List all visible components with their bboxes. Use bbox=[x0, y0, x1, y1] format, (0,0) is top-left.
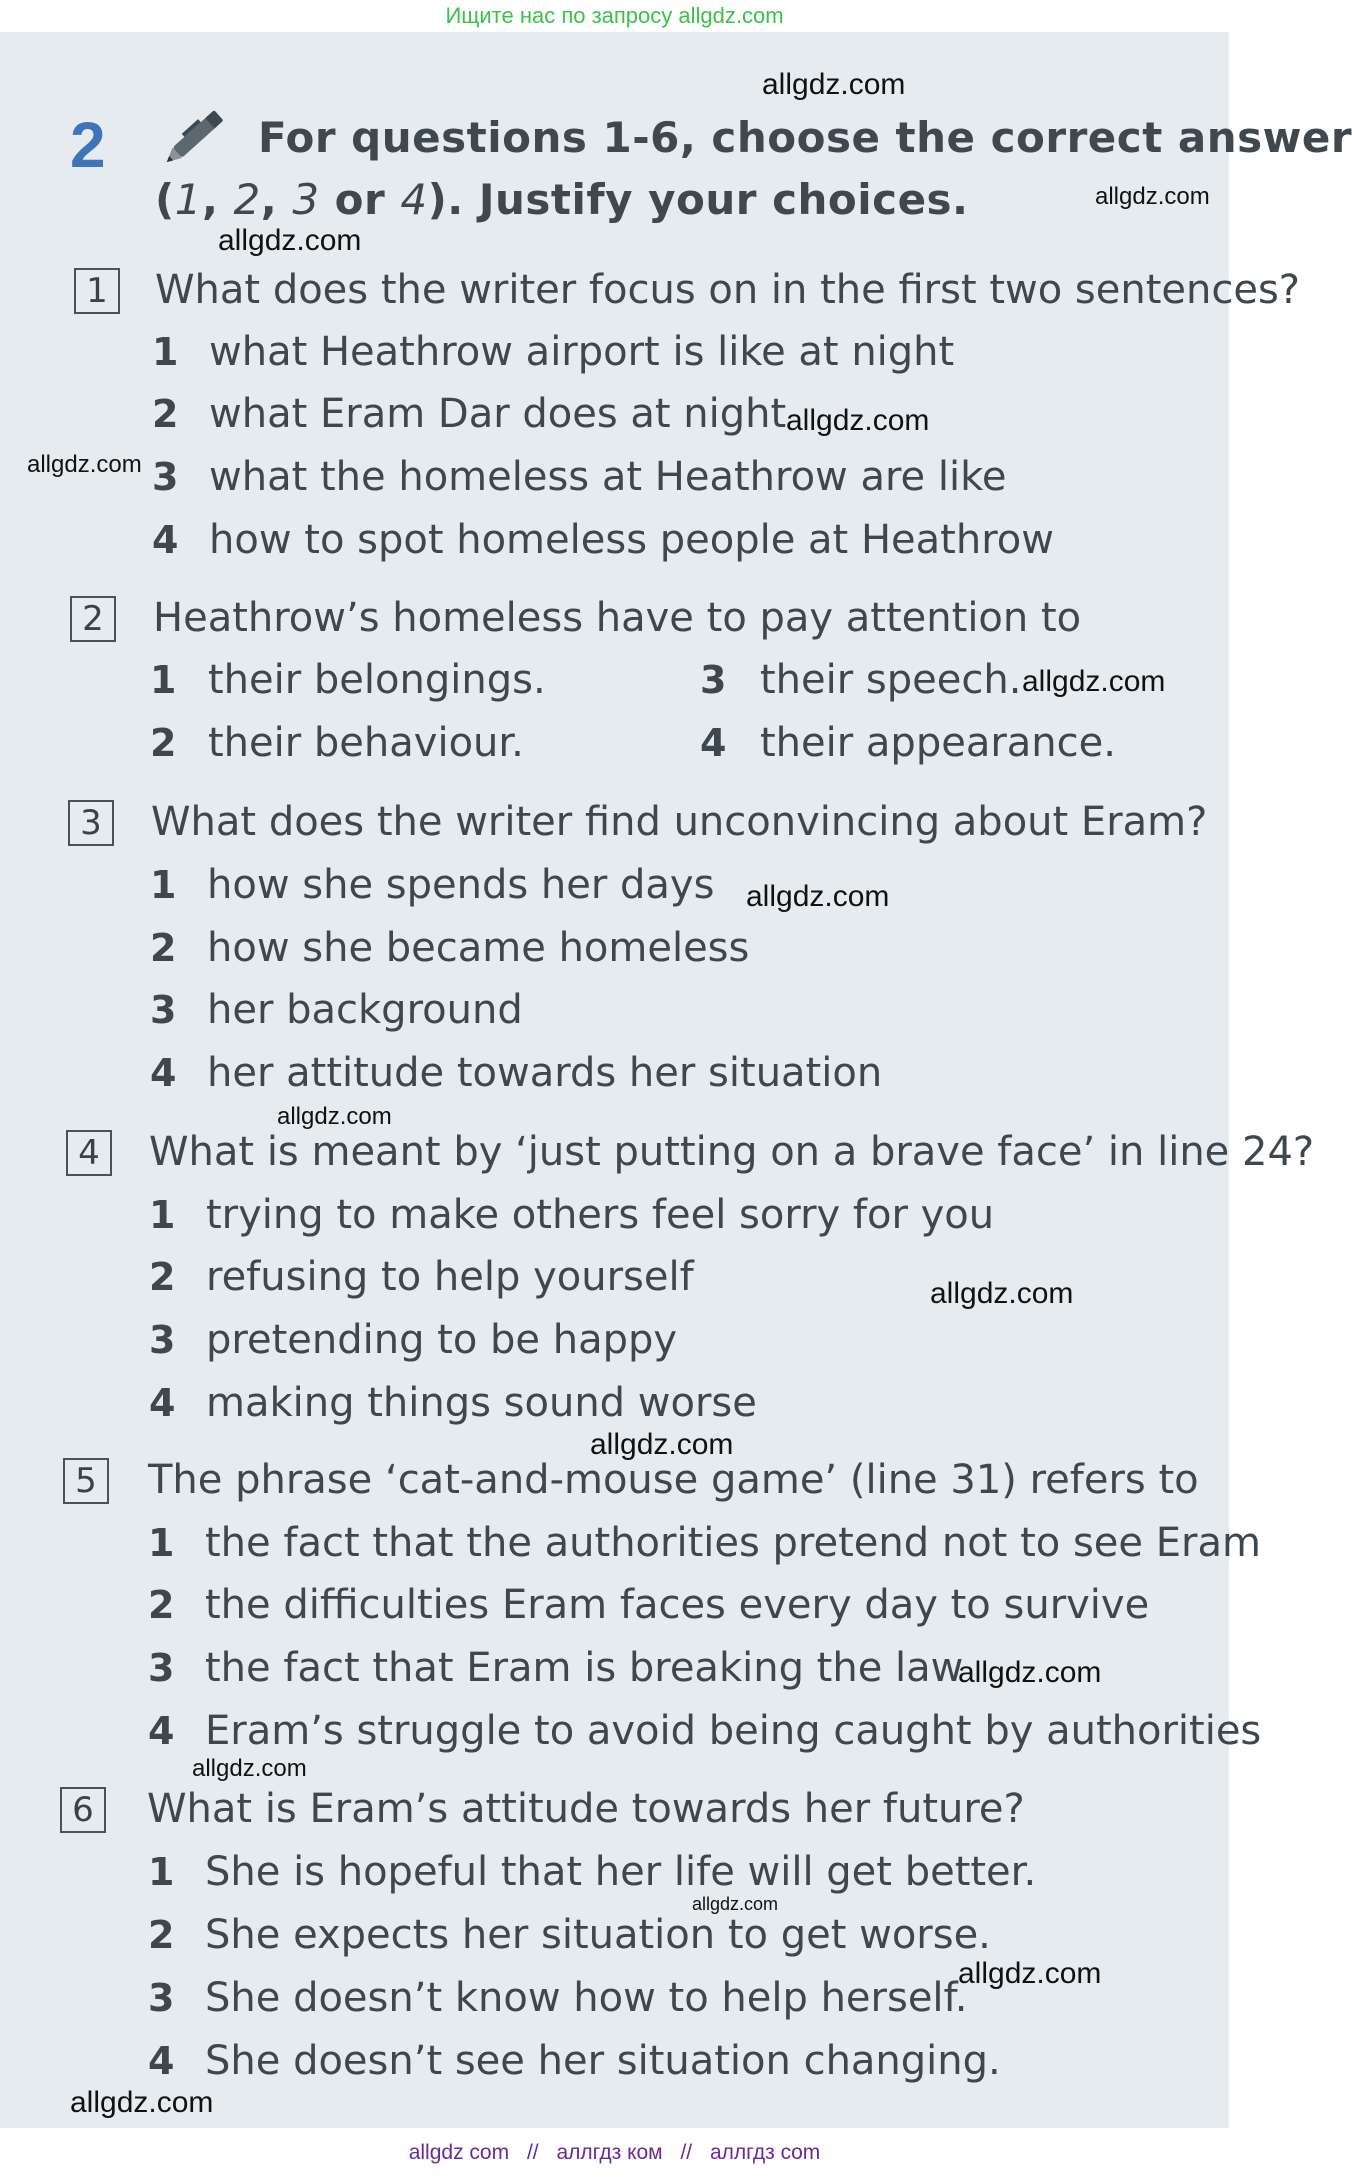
instruction-line-1: For questions 1-6, choose the correct answer bbox=[258, 113, 1352, 162]
option-text: the fact that Eram is breaking the law bbox=[205, 1645, 964, 1691]
option-text: She is hopeful that her life will get better. bbox=[205, 1849, 1037, 1895]
watermark: allgdz.com bbox=[70, 2086, 214, 2119]
watermark: allgdz.com bbox=[746, 880, 890, 913]
option-text: their behaviour. bbox=[208, 720, 524, 766]
option-text: their speech. bbox=[760, 657, 1022, 703]
watermark: allgdz.com bbox=[192, 1755, 307, 1782]
option-number: 2 bbox=[148, 1583, 175, 1627]
option-text: her background bbox=[207, 987, 523, 1033]
option-text: what Eram Dar does at night bbox=[209, 391, 787, 437]
question-text: What does the writer focus on in the first two sentences? bbox=[155, 267, 1301, 313]
option-number: 2 bbox=[150, 926, 177, 970]
watermark: allgdz.com bbox=[958, 1957, 1102, 1990]
option-text: what the homeless at Heathrow are like bbox=[209, 454, 1007, 500]
option-text: trying to make others feel sorry for you bbox=[206, 1192, 995, 1238]
option-number: 1 bbox=[152, 330, 179, 374]
bottom-banner-separator: // bbox=[680, 2141, 693, 2164]
bottom-banner-link[interactable]: allgdz com bbox=[408, 2141, 510, 2164]
question-number-box: 2 bbox=[70, 596, 116, 642]
question-text: The phrase ‘cat-and-mouse game’ (line 31) refers to bbox=[148, 1457, 1199, 1503]
option-number: 2 bbox=[150, 721, 177, 765]
option-text: how to spot homeless people at Heathrow bbox=[209, 517, 1054, 563]
bottom-banner-separator: // bbox=[526, 2141, 539, 2164]
option-text: their belongings. bbox=[208, 657, 546, 703]
pen-icon bbox=[160, 98, 236, 170]
option-text: their appearance. bbox=[760, 720, 1116, 766]
exercise-number: 2 bbox=[70, 109, 106, 181]
option-text: the difficulties Eram faces every day to survive bbox=[205, 1582, 1150, 1628]
question-number-box: 5 bbox=[63, 1458, 109, 1504]
option-text: She doesn’t know how to help herself. bbox=[205, 1975, 968, 2021]
option-text: how she spends her days bbox=[207, 862, 715, 908]
watermark: allgdz.com bbox=[958, 1656, 1102, 1689]
option-number: 2 bbox=[148, 1913, 175, 1957]
watermark: allgdz.com bbox=[786, 404, 930, 437]
bottom-banner-link[interactable]: аллгдз com bbox=[709, 2141, 821, 2164]
option-number: 3 bbox=[148, 1646, 175, 1690]
watermark: allgdz.com bbox=[590, 1428, 734, 1461]
option-text: She expects her situation to get worse. bbox=[205, 1912, 991, 1958]
option-text: the fact that the authorities pretend not to see Eram bbox=[205, 1520, 1261, 1566]
option-text: pretending to be happy bbox=[206, 1317, 678, 1363]
option-number: 3 bbox=[700, 658, 727, 702]
top-banner: Ищите нас по запросу allgdz.com bbox=[0, 0, 1229, 32]
option-number: 2 bbox=[152, 392, 179, 436]
option-number: 4 bbox=[149, 1381, 176, 1425]
question-number-box: 3 bbox=[68, 800, 114, 846]
bottom-banner-link[interactable]: аллгдз ком bbox=[556, 2141, 663, 2164]
option-number: 1 bbox=[150, 863, 177, 907]
option-number: 2 bbox=[149, 1255, 176, 1299]
option-number: 1 bbox=[149, 1193, 176, 1237]
question-text: What is meant by ‘just putting on a brave face’ in line 24? bbox=[149, 1129, 1315, 1175]
bottom-banner bbox=[0, 2128, 1229, 2178]
option-text: refusing to help yourself bbox=[206, 1254, 694, 1300]
question-number-box: 4 bbox=[66, 1130, 112, 1176]
option-text: her attitude towards her situation bbox=[207, 1050, 883, 1096]
option-number: 3 bbox=[152, 455, 179, 499]
watermark: allgdz.com bbox=[762, 68, 906, 101]
watermark: allgdz.com bbox=[930, 1277, 1074, 1310]
option-number: 1 bbox=[148, 1850, 175, 1894]
question-text: What is Eram’s attitude towards her future? bbox=[147, 1786, 1025, 1832]
option-text: Eram’s struggle to avoid being caught by authorities bbox=[205, 1708, 1262, 1754]
option-text: She doesn’t see her situation changing. bbox=[205, 2038, 1001, 2084]
option-number: 4 bbox=[150, 1051, 177, 1095]
watermark: allgdz.com bbox=[1095, 183, 1210, 210]
option-text: making things sound worse bbox=[206, 1380, 757, 1426]
question-text: Heathrow’s homeless have to pay attention to bbox=[153, 595, 1082, 641]
question-text: What does the writer find unconvincing about Eram? bbox=[151, 799, 1208, 845]
watermark: allgdz.com bbox=[1022, 665, 1166, 698]
option-text: how she became homeless bbox=[207, 925, 750, 971]
option-number: 3 bbox=[150, 988, 177, 1032]
option-number: 1 bbox=[148, 1521, 175, 1565]
option-number: 1 bbox=[150, 658, 177, 702]
option-number: 3 bbox=[149, 1318, 176, 1362]
question-number-box: 1 bbox=[74, 268, 120, 314]
option-number: 4 bbox=[148, 1709, 175, 1753]
option-number: 4 bbox=[148, 2039, 175, 2083]
option-number: 4 bbox=[700, 721, 727, 765]
instruction-line-2: (1, 2, 3 or 4). Justify your choices. bbox=[155, 175, 969, 224]
watermark: allgdz.com bbox=[218, 224, 362, 257]
option-number: 3 bbox=[148, 1976, 175, 2020]
option-text: what Heathrow airport is like at night bbox=[209, 329, 955, 375]
option-number: 4 bbox=[152, 518, 179, 562]
watermark: allgdz.com bbox=[692, 1894, 779, 1914]
question-number-box: 6 bbox=[60, 1787, 106, 1833]
watermark: allgdz.com bbox=[27, 451, 142, 478]
watermark: allgdz.com bbox=[277, 1103, 392, 1130]
